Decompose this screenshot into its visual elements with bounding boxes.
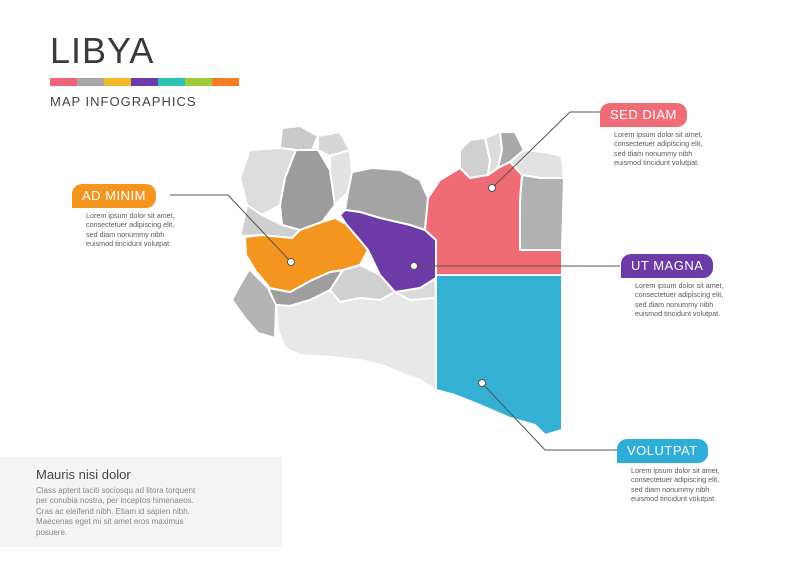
callout-line: consectetuer adipiscing elit,: [635, 290, 724, 300]
callout-line: consectetuer adipiscing elit,: [614, 139, 703, 149]
callout-text-sed-diam: [614, 130, 724, 168]
region-nw-1: [280, 126, 318, 150]
callout-line: Lorem ipsum dolor sit amet,: [635, 281, 724, 290]
page-title: LIBYA: [50, 30, 155, 71]
marker-sed-diam: [489, 185, 496, 192]
info-panel-line: Class aptent taciti sociosqu ad litora torquent: [36, 486, 196, 495]
callout-line: euismod tincidunt volutpat.: [631, 494, 717, 504]
callout-line: euismod tincidunt volutpat.: [614, 158, 700, 168]
callout-line: consectetuer adipiscing elit,: [86, 220, 175, 230]
info-panel-line: per conubia nostra, per inceptos himenaeos.: [36, 496, 194, 506]
callout-line: consectetuer adipiscing elit,: [631, 475, 720, 485]
callout-line: Lorem ipsum dolor sit amet,: [614, 130, 703, 139]
callout-text-ad-minim: [86, 211, 196, 249]
callout-text-volutpat: [631, 466, 741, 504]
info-panel-title: Mauris nisi dolor: [36, 467, 131, 482]
info-panel-line: Cras ac eleifend nibh. Etiam id sapien nibh.: [36, 506, 190, 516]
region-ne-5: [520, 175, 564, 250]
callout-line: sed diam nonummy nibh: [86, 229, 165, 239]
marker-volutpat: [479, 380, 486, 387]
callout-line: sed diam nonummy nibh: [635, 299, 714, 309]
info-panel-text: [36, 486, 236, 538]
marker-ut-magna: [411, 263, 418, 270]
callout-line: euismod tincidunt volutpat.: [86, 239, 172, 249]
marker-ad-minim: [288, 259, 295, 266]
info-panel-line: posuere.: [36, 527, 68, 537]
region-volutpat: [436, 275, 562, 435]
callout-text-ut-magna: [635, 281, 745, 319]
callout-label-volutpat: VOLUTPAT: [617, 439, 708, 463]
callout-line: sed diam nonummy nibh: [614, 148, 693, 158]
info-panel-line: Maecenas eget mi sit amet eros maximus: [36, 517, 184, 527]
callout-line: Lorem ipsum dolor sit amet,: [631, 466, 720, 475]
callout-label-ut-magna: UT MAGNA: [621, 254, 713, 278]
callout-line: sed diam nonummy nibh: [631, 484, 710, 494]
callout-label-ad-minim: AD MINIM: [72, 184, 156, 208]
callout-line: euismod tincidunt volutpat.: [635, 309, 721, 319]
callout-line: Lorem ipsum dolor sit amet,: [86, 211, 175, 220]
region-sw-large: [276, 290, 436, 390]
page-subtitle: MAP INFOGRAPHICS: [50, 94, 197, 109]
callout-label-sed-diam: SED DIAM: [600, 103, 687, 127]
